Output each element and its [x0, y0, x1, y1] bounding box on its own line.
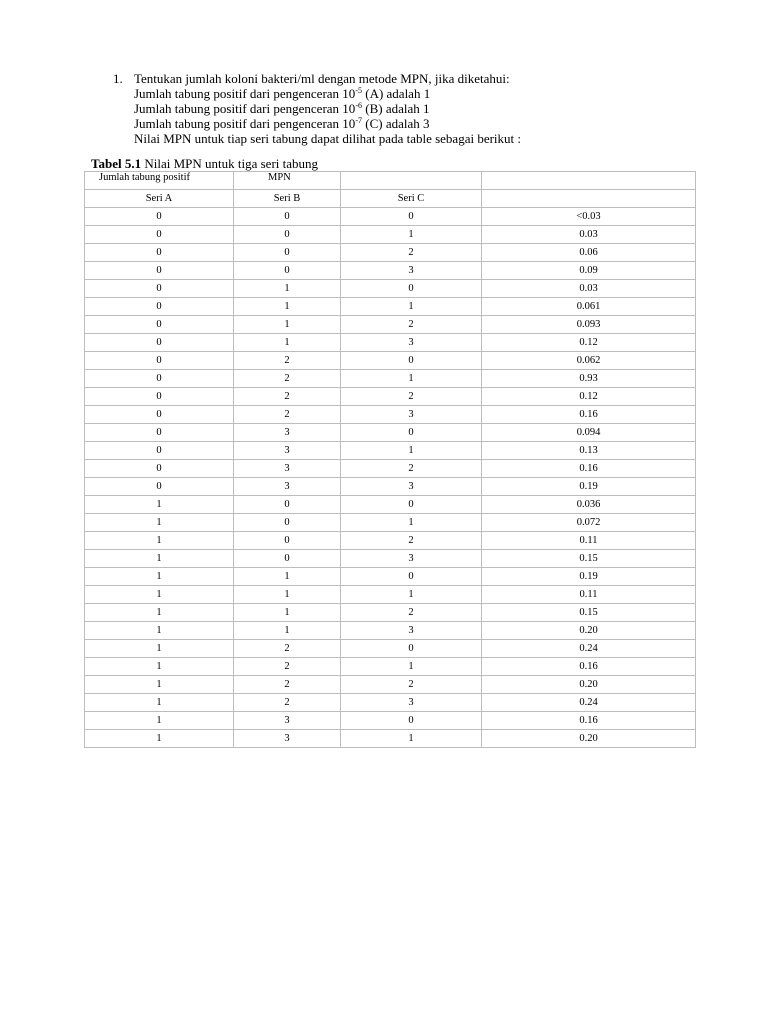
- cell-mpn: 0.094: [482, 424, 696, 442]
- cell-seri-a: 1: [85, 514, 234, 532]
- cell-seri-b: 2: [234, 640, 341, 658]
- table-row: [85, 514, 696, 532]
- cell-seri-c: 3: [341, 622, 482, 640]
- cell-seri-b: 3: [234, 730, 341, 748]
- cell-seri-c: 0: [341, 496, 482, 514]
- cell-mpn: 0.036: [482, 496, 696, 514]
- cell-seri-b: 3: [234, 712, 341, 730]
- cell-seri-c: 0: [341, 280, 482, 298]
- cell-seri-a: 0: [85, 460, 234, 478]
- cell-seri-b: 2: [234, 370, 341, 388]
- question-line-4-post: (C) adalah 3: [361, 116, 430, 131]
- table-caption-label: Tabel 5.1: [91, 156, 142, 171]
- cell-seri-a: 0: [85, 334, 234, 352]
- question-line-2-post: (A) adalah 1: [361, 86, 431, 101]
- cell-seri-c: 2: [341, 460, 482, 478]
- cell-seri-b: 0: [234, 514, 341, 532]
- table-row: [85, 496, 696, 514]
- cell-seri-b: 1: [234, 586, 341, 604]
- cell-seri-b: 2: [234, 694, 341, 712]
- cell-seri-a: 0: [85, 280, 234, 298]
- cell-seri-a: 1: [85, 622, 234, 640]
- question-line-4-exp: -7: [355, 116, 362, 125]
- cell-seri-b: 0: [234, 496, 341, 514]
- cell-mpn: 0.16: [482, 658, 696, 676]
- cell-seri-b: 2: [234, 658, 341, 676]
- table-caption-text: Nilai MPN untuk tiga seri tabung: [141, 156, 319, 171]
- table-row: [85, 424, 696, 442]
- cell-seri-b: 2: [234, 388, 341, 406]
- cell-seri-a: 0: [85, 370, 234, 388]
- cell-seri-c: 3: [341, 334, 482, 352]
- cell-mpn: 0.13: [482, 442, 696, 460]
- cell-seri-a: 0: [85, 316, 234, 334]
- cell-seri-a: 1: [85, 568, 234, 586]
- cell-seri-a: 1: [85, 532, 234, 550]
- cell-mpn: <0.03: [482, 208, 696, 226]
- cell-mpn: 0.24: [482, 640, 696, 658]
- cell-seri-c: 2: [341, 676, 482, 694]
- cell-mpn: 0.03: [482, 226, 696, 244]
- cell-seri-c: 1: [341, 370, 482, 388]
- table-row: [85, 460, 696, 478]
- cell-seri-c: 0: [341, 640, 482, 658]
- question-line-1: Tentukan jumlah koloni bakteri/ml dengan metode MPN, jika diketahui:: [134, 71, 510, 86]
- cell-seri-c: 1: [341, 586, 482, 604]
- cell-seri-a: 1: [85, 730, 234, 748]
- cell-mpn: 0.20: [482, 676, 696, 694]
- cell-seri-a: 0: [85, 478, 234, 496]
- cell-seri-a: 1: [85, 676, 234, 694]
- table-row: [85, 226, 696, 244]
- table-row: [85, 550, 696, 568]
- cell-seri-c: 1: [341, 658, 482, 676]
- cell-seri-b: 3: [234, 478, 341, 496]
- cell-seri-a: 1: [85, 586, 234, 604]
- cell-seri-b: 1: [234, 334, 341, 352]
- table-row: [85, 316, 696, 334]
- table-row: [85, 208, 696, 226]
- cell-seri-b: 3: [234, 424, 341, 442]
- header-cell-jumlah: Jumlah tabung positif: [85, 172, 234, 190]
- table-row: [85, 604, 696, 622]
- column-header-seri-b: Seri B: [234, 190, 341, 208]
- cell-mpn: 0.03: [482, 280, 696, 298]
- cell-seri-b: 0: [234, 226, 341, 244]
- table-row: [85, 622, 696, 640]
- question-line-4: [134, 116, 654, 131]
- mpn-table-body: [85, 172, 696, 748]
- cell-seri-c: 1: [341, 514, 482, 532]
- table-header-row-top: [85, 172, 696, 190]
- cell-mpn: 0.15: [482, 550, 696, 568]
- table-row: [85, 262, 696, 280]
- cell-seri-b: 1: [234, 568, 341, 586]
- table-row: [85, 244, 696, 262]
- cell-seri-c: 1: [341, 442, 482, 460]
- cell-mpn: 0.20: [482, 622, 696, 640]
- cell-seri-c: 2: [341, 532, 482, 550]
- cell-seri-a: 1: [85, 640, 234, 658]
- question-line-2: [134, 86, 654, 101]
- cell-seri-b: 0: [234, 208, 341, 226]
- cell-mpn: 0.12: [482, 334, 696, 352]
- column-header-mpn-value: [482, 190, 696, 208]
- question-line-2-exp: -5: [355, 86, 362, 95]
- table-row: [85, 478, 696, 496]
- cell-seri-c: 3: [341, 550, 482, 568]
- table-header-row-columns: [85, 190, 696, 208]
- cell-seri-b: 0: [234, 532, 341, 550]
- cell-seri-c: 2: [341, 604, 482, 622]
- table-row: [85, 586, 696, 604]
- cell-seri-a: 1: [85, 694, 234, 712]
- question-number: 1.: [113, 71, 123, 86]
- cell-seri-a: 0: [85, 406, 234, 424]
- cell-mpn: 0.11: [482, 532, 696, 550]
- table-row: [85, 406, 696, 424]
- cell-seri-c: 1: [341, 226, 482, 244]
- question-line-3-pre: Jumlah tabung positif dari pengenceran 10: [134, 101, 356, 116]
- cell-seri-b: 0: [234, 244, 341, 262]
- cell-seri-a: 0: [85, 388, 234, 406]
- table-row: [85, 658, 696, 676]
- mpn-table: [84, 171, 696, 748]
- cell-seri-b: 0: [234, 262, 341, 280]
- cell-seri-c: 1: [341, 730, 482, 748]
- cell-seri-a: 1: [85, 712, 234, 730]
- table-row: [85, 712, 696, 730]
- cell-seri-a: 0: [85, 244, 234, 262]
- table-row: [85, 442, 696, 460]
- table-row: [85, 568, 696, 586]
- header-cell-empty-2: [482, 172, 696, 190]
- cell-seri-b: 1: [234, 280, 341, 298]
- cell-seri-c: 2: [341, 316, 482, 334]
- table-row: [85, 730, 696, 748]
- table-row: [85, 334, 696, 352]
- cell-mpn: 0.19: [482, 478, 696, 496]
- cell-mpn: 0.11: [482, 586, 696, 604]
- question-line-3-exp: -6: [355, 101, 362, 110]
- cell-seri-c: 0: [341, 352, 482, 370]
- cell-mpn: 0.072: [482, 514, 696, 532]
- cell-seri-b: 1: [234, 298, 341, 316]
- question-line-3-post: (B) adalah 1: [361, 101, 430, 116]
- cell-mpn: 0.19: [482, 568, 696, 586]
- cell-mpn: 0.16: [482, 406, 696, 424]
- cell-seri-a: 1: [85, 658, 234, 676]
- cell-seri-a: 0: [85, 352, 234, 370]
- question-line-3: [134, 101, 654, 116]
- column-header-seri-a: Seri A: [85, 190, 234, 208]
- cell-seri-b: 2: [234, 352, 341, 370]
- cell-seri-a: 0: [85, 424, 234, 442]
- table-row: [85, 694, 696, 712]
- cell-mpn: 0.09: [482, 262, 696, 280]
- cell-seri-a: 1: [85, 550, 234, 568]
- cell-seri-b: 0: [234, 550, 341, 568]
- cell-mpn: 0.93: [482, 370, 696, 388]
- question-line-5: Nilai MPN untuk tiap seri tabung dapat dilihat pada table sebagai berikut :: [134, 131, 522, 146]
- cell-seri-c: 3: [341, 478, 482, 496]
- table-caption: [91, 156, 318, 171]
- cell-seri-c: 0: [341, 424, 482, 442]
- cell-seri-b: 1: [234, 622, 341, 640]
- cell-mpn: 0.061: [482, 298, 696, 316]
- cell-seri-c: 2: [341, 244, 482, 262]
- cell-seri-b: 2: [234, 676, 341, 694]
- cell-mpn: 0.15: [482, 604, 696, 622]
- cell-seri-c: 2: [341, 388, 482, 406]
- table-row: [85, 370, 696, 388]
- cell-seri-b: 3: [234, 442, 341, 460]
- cell-seri-b: 2: [234, 406, 341, 424]
- header-cell-empty-1: [341, 172, 482, 190]
- cell-mpn: 0.24: [482, 694, 696, 712]
- cell-mpn: 0.093: [482, 316, 696, 334]
- cell-mpn: 0.06: [482, 244, 696, 262]
- cell-seri-c: 3: [341, 262, 482, 280]
- header-cell-mpn: MPN: [234, 172, 341, 190]
- column-header-seri-c: Seri C: [341, 190, 482, 208]
- table-row: [85, 388, 696, 406]
- cell-mpn: 0.16: [482, 460, 696, 478]
- cell-seri-c: 0: [341, 712, 482, 730]
- cell-seri-c: 3: [341, 694, 482, 712]
- table-row: [85, 532, 696, 550]
- table-row: [85, 676, 696, 694]
- table-row: [85, 280, 696, 298]
- cell-mpn: 0.16: [482, 712, 696, 730]
- cell-mpn: 0.12: [482, 388, 696, 406]
- question-lines: [134, 71, 654, 146]
- cell-seri-c: 0: [341, 568, 482, 586]
- cell-mpn: 0.20: [482, 730, 696, 748]
- cell-seri-b: 1: [234, 604, 341, 622]
- question-line-4-pre: Jumlah tabung positif dari pengenceran 10: [134, 116, 356, 131]
- cell-seri-c: 3: [341, 406, 482, 424]
- cell-seri-a: 0: [85, 298, 234, 316]
- table-row: [85, 352, 696, 370]
- table-row: [85, 640, 696, 658]
- question-line-2-pre: Jumlah tabung positif dari pengenceran 10: [134, 86, 356, 101]
- table-row: [85, 298, 696, 316]
- cell-mpn: 0.062: [482, 352, 696, 370]
- cell-seri-a: 0: [85, 262, 234, 280]
- cell-seri-c: 0: [341, 208, 482, 226]
- cell-seri-b: 3: [234, 460, 341, 478]
- cell-seri-a: 1: [85, 604, 234, 622]
- cell-seri-c: 1: [341, 298, 482, 316]
- cell-seri-a: 0: [85, 226, 234, 244]
- cell-seri-a: 0: [85, 208, 234, 226]
- cell-seri-a: 0: [85, 442, 234, 460]
- cell-seri-a: 1: [85, 496, 234, 514]
- cell-seri-b: 1: [234, 316, 341, 334]
